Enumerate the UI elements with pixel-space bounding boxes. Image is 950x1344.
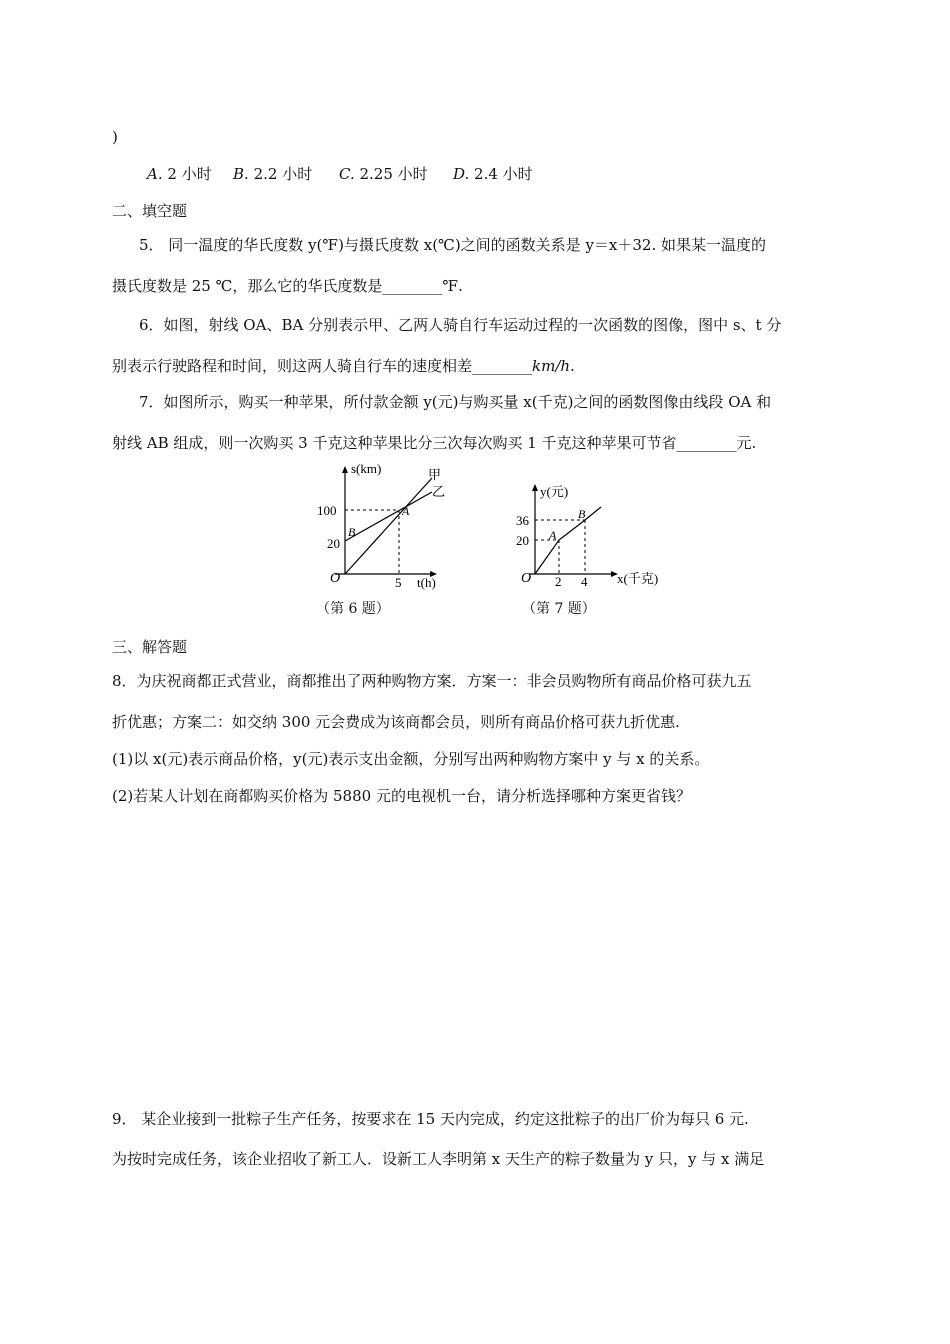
option-b: B. 2.2 小时 <box>233 165 313 183</box>
q4-tail: ) <box>112 128 118 146</box>
fig6-tick-20: 20 <box>327 536 340 551</box>
fig6-tick-5: 5 <box>395 575 402 590</box>
fig6-line-yi <box>345 492 432 541</box>
fig7-y-arrow <box>532 484 538 491</box>
fig7-point-a: A <box>549 528 557 542</box>
fig6-label-yi: 乙 <box>432 484 446 499</box>
q8-part2: (2)若某人计划在商都购买价格为 5880 元的电视机一台，请分析选择哪种方案更省钱？ <box>112 787 691 805</box>
option-c: C. 2.25 小时 <box>339 165 428 183</box>
q8-part1: (1)以 x(元)表示商品价格，y(元)表示支出金额，分别写出两种购物方案中 y 与 x 的关系。 <box>112 750 710 768</box>
option-a: A. 2 小时 <box>147 165 212 183</box>
q5-line2: 摄氏度数是 25 ℃，那么它的华氏度数是________℉. <box>112 277 463 295</box>
q6-line2: 别表示行驶路程和时间，则这两人骑自行车的速度相差________km/h. <box>112 357 575 375</box>
q6-line1: 6．如图，射线 OA、BA 分别表示甲、乙两人骑自行车运动过程的一次函数的图像，图中 s、t 分 <box>139 316 782 334</box>
fig6-caption: （第 6 题） <box>316 601 390 617</box>
fig6-origin: O <box>330 571 341 586</box>
fig7-origin: O <box>521 571 532 586</box>
fig7-tick-4: 4 <box>581 574 588 589</box>
fig7-y-label: y(元) <box>540 484 569 499</box>
fig6-y-arrow <box>342 466 348 473</box>
section-heading-fill: 二、填空题 <box>112 202 188 220</box>
fig7-caption: （第 7 题） <box>522 601 596 617</box>
fig7-tick-2: 2 <box>555 574 562 589</box>
fig7-line-oab <box>535 507 601 574</box>
q8-line2: 折优惠；方案二：如交纳 300 元会费成为该商都会员，则所有商品价格可获九折优惠. <box>112 713 680 731</box>
fig7-x-label: x(千克) <box>617 571 659 586</box>
fig6-point-a: A <box>402 504 410 518</box>
section-heading-solve: 三、解答题 <box>112 638 188 656</box>
q9-line2: 为按时完成任务，该企业招收了新工人．设新工人李明第 x 天生产的粽子数量为 y 只，y 与 x 满足 <box>112 1150 765 1168</box>
q7-line1: 7．如图所示，购买一种苹果，所付款金额 y(元)与购买量 x(千克)之间的函数图像由线段 OA 和 <box>139 393 772 411</box>
fig6-point-b: B <box>348 525 356 539</box>
q5-line1: 5． 同一温度的华氏度数 y(℉)与摄氏度数 x(℃)之间的函数关系是 y＝x＋32. 如果某一温度的 <box>139 236 767 254</box>
fig7-tick-36: 36 <box>516 513 529 528</box>
fig7-tick-20: 20 <box>516 533 529 548</box>
fig6-tick-100: 100 <box>317 503 337 518</box>
option-d: D. 2.4 小时 <box>453 165 533 183</box>
figure-6 <box>315 462 465 590</box>
fig7-point-b: B <box>578 507 586 521</box>
q6-unit: km/h. <box>532 357 575 375</box>
fig6-y-label: s(km) <box>351 462 382 476</box>
q8-line1: 8．为庆祝商都正式营业，商都推出了两种购物方案．方案一：非会员购物所有商品价格可获九五 <box>112 672 752 690</box>
fig6-label-jia: 甲 <box>428 467 442 482</box>
q9-line1: 9． 某企业接到一批粽子生产任务，按要求在 15 天内完成，约定这批粽子的出厂价为每只 6 元. <box>112 1110 749 1128</box>
fig6-x-label: t(h) <box>417 575 436 590</box>
figure-7 <box>515 480 665 590</box>
fig6-line-jia <box>345 478 432 574</box>
q7-line2: 射线 AB 组成，则一次购买 3 千克这种苹果比分三次每次购买 1 千克这种苹果可节省________元. <box>112 434 757 452</box>
